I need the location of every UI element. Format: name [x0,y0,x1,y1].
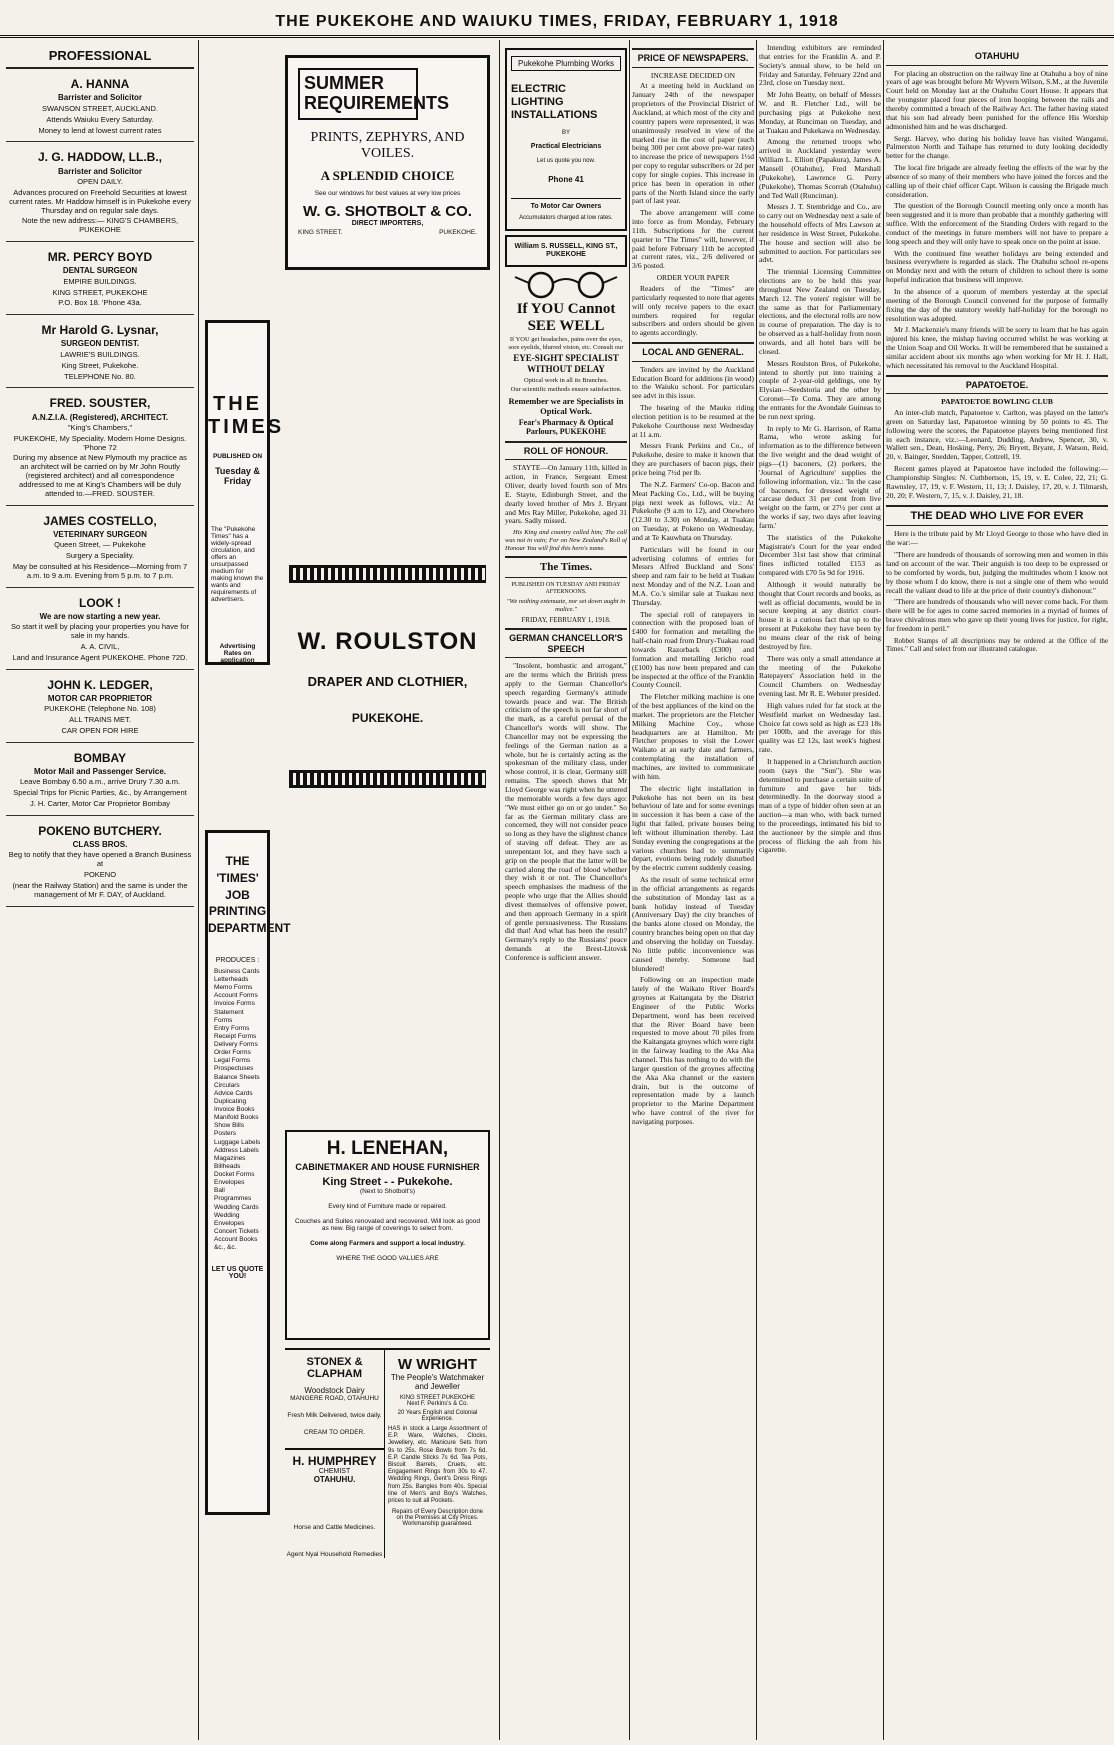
humphrey-name: H. HUMPHREY [292,1454,377,1468]
job-item: Account Forms [214,992,258,1000]
card-extra: Money to lend at lowest current rates [38,125,162,135]
summer-firm: W. G. SHOTBOLT & CO. [303,202,472,220]
times-published: PUBLISHED ON TUESDAY AND FRIDAY AFTERNOONS. [511,582,621,596]
lenehan-line1: Every kind of Furniture made or repaired. [328,1203,447,1210]
times-date: FRIDAY, FEBRUARY 1, 1918. [521,615,611,624]
job-item: Letterheads [214,976,249,984]
spectacles-icon [511,271,621,299]
article-paragraph: The statistics of the Pukekohe Magistrate's Court for the year ended December 31st last show that criminal fines inflicted totalled £153 as compared with £70 5s 9d for 1916. [759,532,881,578]
professional-card [6,388,194,505]
job-item: Memo Forms [214,984,253,992]
card-role: Barrister and Solicitor [57,166,143,176]
article-paragraph: "There are hundreds of thousands of sorrowing men and women in this land on account of the war. Their anguish is too deep to be expressed or to be comforted by words, but, judging the multitudes whom I know not by those whom I do know, there is not a single one of them who would recall the valiant dead to life at the price of their country's dishonour." [886,550,1108,595]
article-paragraph: Among the returned troops who arrived in Auckland yesterday were William L. Elliott (Papakura), James A. Mansell (Otahuhu), Fred Marshall (Pukekohe), Lawrence G. Perry (Pukekohe), Thomas Scorrah (Otahuhu) and Ted Wall (Runciman). [759,137,881,200]
article-paragraph: The hearing of the Mauku riding election petition is to be resumed at the Pukekohe Courthouse next Wednesday at 11 a.m. [632,403,754,439]
professional-column [6,44,194,1739]
job-item: Circulars [214,1081,240,1089]
card-note: King Street, Pukekohe. [61,360,139,370]
humphrey-agent: Agent Nyal Household Remedies [286,1551,383,1558]
article-paragraph: Although it would naturally be thought that Court records and books, as well as official documents, would be in secure keeping at any district court-house it is a curious fact that up to the present at Pukekohe they have been by no means clear of the risk of being destroyed by fire. [759,579,881,651]
price-subheading: INCREASE DECIDED ON [650,70,736,80]
ornament-border [289,770,486,788]
article-paragraph: Intending exhibitors are reminded that entries for the Franklin A. and P. Society's annual show, to be held on Friday and Saturday, February 22nd and 23rd, close on Tuesday next. [759,44,881,88]
otahuhu-heading: OTAHUHU [886,48,1108,66]
bottom-adverts [285,1348,490,1738]
article-paragraph: Following on an inspection made lately of the Waikato River Board's groynes at Kaitangata by the District Engineer of the Public Works Department, word has been received that the River Board have been requested to move about 70 piles from the Kaitangata groynes which were right in the fairway leading to the Aka Aka channel. This has nothing to do with the larger question of the groynes affecting the Aka Aka channel or the eastern drain, but is the outcome of representation made by a launch proprietor to the Marine Department who have control of the river for navigating purposes. [632,975,754,1126]
roulston-advert [285,565,490,845]
roulston-name: W. ROULSTON [297,628,478,655]
article-paragraph: Particulars will be found in our advertising columns of entries for Messrs Alfred Buckland and Sons' sheep and ram fair to be held at Tuakau next Monday and of the N.Z. Loan and M.A. Co.'s similar sale at Tuakau next Thursday. [632,544,754,607]
job-item: Posters [214,1130,237,1138]
card-name: JAMES COSTELLO, [43,513,157,528]
card-addr: Beg to notify that they have opened a Branch Business at [8,850,192,869]
card-extra: May be consulted at his Residence—Morning from 7 a.m. to 9 a.m. Evening from 5 p.m. to 7 p.m. [12,561,188,580]
job-ad-produces: PRODUCES : [215,956,260,964]
lenehan-street: King Street - - Pukekohe. [322,1176,453,1188]
article-paragraph: The special roll of ratepayers in connection with the proposed loan of £400 for formation and metalling the half-chain road from Drury-Tuakau road towards Razorback (£300) and formation and metalling Jericho road (£100) has now been prepared and can be inspected at the office of the Franklin County Council. [632,609,754,690]
job-ad-title: THE 'TIMES' JOB PRINTING DEPARTMENT [208,854,291,936]
motor-heading: To Motor Car Owners [511,198,621,211]
honour-verse: His King and country called him; The call was not in vain; For on New Zealand's Roll of Honour You will find this hero's name. [505,529,627,552]
column-rule [198,40,199,1740]
column-rule [499,40,500,1740]
german-speech-heading: GERMAN CHANCELLOR'S SPEECH [505,628,627,658]
article-paragraph: In the absence of a quorum of members yesterday at the special meeting of the Borough Council convened for the purpose of formally fixing the day of the statutory weekly half-holiday for the borough no resolution was adopted. [886,287,1108,323]
local-general-heading: LOCAL AND GENERAL. [632,342,754,362]
article-paragraph: The local fire brigade are already feeling the effects of the war by the absence of so many of their members who have joined the forces and the calling up of their chief officer Capt. Wilson is causing the Brigade much consideration. [886,163,1108,199]
humphrey-town: OTAHUHU. [313,1475,356,1484]
wright-repairs: Repairs of Every Description done on the Premises at City Prices. Workmanship guaranteed. [391,1509,484,1528]
stonex-milk: Fresh Milk Delivered, twice daily. [287,1412,382,1419]
card-name: J. G. HADDOW, LL.B., [37,150,162,165]
article-paragraph: With the continued fine weather holidays are being extended and business everywhere is regarded as slack. The Otahuhu school re-opens on Monday next and with the return of children to school there is some hopeful indication that business will improve. [886,248,1108,285]
article-paragraph: Readers of the "Times" are particularly requested to note that agents will only receive papers to the exact numbers required for regular subscribers and orders should be given to agents accordingly. [632,284,754,338]
card-role: A.N.Z.I.A. (Registered), ARCHITECT. [31,412,169,422]
card-addr: EMPIRE BUILDINGS. [63,276,137,286]
eye-headline: If YOU Cannot SEE WELL [516,301,616,334]
article-paragraph: For placing an obstruction on the railway line at Otahuhu a boy of nine years of age was brought before Mr Wyvern Wilson, S.M., at the Juvenile Court held on Monday last at the Otahuhu Court House. It appears that the youngster placed four pieces of iron hooping between the rails and thereby committed a breach of the Railway Act. The father having stated that his son had already been punished for the offence His Worship admonished him and he was discharged. [886,68,1108,131]
card-note: POKENO [83,870,117,880]
article-paragraph: Mr John Beatty, on behalf of Messrs W. and R. Fletcher Ltd., will be purchasing pigs at Pukekohe next Monday, at Runciman on Tuesday, and at Tuakau and Pukekawa on Wednesday. [759,90,881,135]
column-5 [632,44,754,1739]
summer-street: KING STREET. [298,228,343,236]
honour-heading: ROLL OF HONOUR. [505,441,627,461]
column-4 [505,44,627,1739]
column-6 [759,44,881,1739]
article-paragraph: High values ruled for fat stock at the Westfield market on Wednesday last. Choice fat cows sold as high as £23 18s per 100lb, and the average for this quality was £2 12s, last week's highest rate. [759,700,881,755]
job-item: Billheads [214,1162,241,1170]
card-addr: LAWRIE'S BUILDINGS. [60,349,140,359]
card-name: LOOK ! [79,595,121,610]
job-item: Order Forms [214,1049,251,1057]
card-note: A. A. CIVIL, [80,641,120,651]
job-item: Address Labels [214,1146,259,1154]
card-name: BOMBAY [73,750,127,765]
card-name: POKENO BUTCHERY. [38,823,162,838]
summer-note: See our windows for best values at very low prices [314,189,461,197]
professional-card [6,315,194,388]
card-note: Advances procured on Freehold Securities at lowest current rates. Mr Haddow himself is in Pukekohe every Thursday and on regular sale days. [9,187,191,215]
card-note: Special Trips for Picnic Parties, &c., by Arrangement [13,788,187,798]
times-ad-body: The "Pukekohe Times" has a widely-spread circulation, and offers an unsurpassed medium for making known the wants and requirements of advertisers. [211,526,264,603]
times-ad-days: Tuesday & Friday [215,466,260,486]
wright-addr: KING STREET PUKEKOHE [400,1395,475,1401]
job-item: Duplicating Invoice Books [214,1097,255,1114]
card-extra: P.O. Box 18. 'Phone 43a. [58,298,142,308]
professional-card [6,670,194,743]
card-name: MR. PERCY BOYD [47,250,153,265]
papatoetoe-heading: PAPATOETOE. [886,375,1108,395]
job-item: Magazines [214,1154,246,1162]
card-name: A. HANNA [70,77,130,92]
card-note: KING STREET, PUKEKOHE [52,287,148,297]
times-heading: The Times. [505,556,627,578]
wright-trade: The People's Watchmaker and Jeweller [390,1373,485,1391]
article-paragraph: There was only a small attendance at the meeting of the Pukekohe Ratepayers' Association held in the Council Chambers on Wednesday evening last. Mr R. E. Webster presided. [759,653,881,699]
plumbing-name: Pukekohe Plumbing Works [511,56,621,71]
job-item: Account Books [214,1236,258,1244]
times-ad-published: PUBLISHED ON [212,453,263,460]
card-extra: During my absence at New Plymouth my practice as an architect will be carried on by Mr John Routly (registered architect) and all correspondence addressed to me at King's Chambers will be duly attended to.—FRED. SOUSTER. [13,453,187,498]
card-addr: SWANSON STREET, AUCKLAND. [42,103,158,113]
column-rule [883,40,884,1740]
article-paragraph: The above arrangement will come into force as from Monday, February 11th. Subscriptions for the current quarter to "The Times" will, however, if paid before February 11th be accepted at current rates, viz., 2/6 delivered or 3/6 posted. [632,208,754,271]
article-paragraph: The Fletcher milking machine is one of the best appliances of the kind on the market. The proprietors are the Fletcher Milking Machine Coy., whose headquarters are at Hamilton. Mr Fletcher proposes to visit the Lower Waikato at an early date and farmers, contemplating the installation of machines, are invited to communicate with him. [632,692,754,781]
card-note: PUKEKOHE, My Speciality. Modern Home Designs. 'Phone 72 [13,433,187,452]
professional-card [6,743,194,816]
lenehan-name: H. LENEHAN, [326,1138,449,1159]
job-item: Business Cards [214,967,260,975]
article-paragraph: Here is the tribute paid by Mr Lloyd George to those who have died in the war:— [886,529,1108,548]
stonex-name: STONEX & CLAPHAM [306,1356,363,1380]
eye-remember: Remember we are Specialists in Optical Work. [508,395,624,416]
job-ad-list [208,964,267,1256]
job-printing-advert [205,830,291,1515]
times-advert [205,320,285,665]
column-rule [756,40,757,1740]
times-motto: "We nothing extenuate, nor set down aught in malice." [506,598,626,614]
summer-headline: SUMMER REQUIREMENTS [298,68,418,120]
wright-exp: 20 Years English and Colonial Experience. [397,1410,478,1422]
card-extra: J. H. Carter, Motor Car Proprietor Bombay [29,799,171,809]
job-item: Concert Tickets [214,1227,259,1235]
electric-heading: ELECTRIC LIGHTING INSTALLATIONS [511,83,598,122]
order-subheading: ORDER YOUR PAPER [656,273,730,283]
card-role: DENTAL SURGEON [62,266,138,276]
eye-pharmacy: Fear's Pharmacy & Optical Parlours, PUKEKOHE [518,417,614,437]
lenehan-next: (Next to Shotbolt's) [359,1188,416,1195]
job-item: Ball Programmes [214,1187,252,1203]
job-item: Manifold Books [214,1114,259,1122]
wright-body: HAS in stock a Large Assortment of E.P. Ware, Watches, Clocks, Jewellery, etc. Manicure Sets from 9s to 25s. Rose Bowls from 7s 6d. E.P. Candle Sticks 7s 6d. Tea Pots, Biscuit Barrels, Cruets, etc. Engagement Rings from 30s to 47. Wedding Rings, Gent's Dress Rings from 25s. Bangles from 40s. Special line of Men's and Boy's Watches, prices to suit all Pockets. [388,1426,487,1504]
card-addr: "King's Chambers," [67,422,133,432]
card-role: MOTOR CAR PROPRIETOR [47,693,153,703]
professional-card [6,69,194,142]
german-speech-text: "Insolent, bombastic and arrogant," are the terms which the British press apply to the German Chancellor's speech regarding Germany's attitude towards peace and war. The British criticism of the speech is not far short of the mark, as a careful perusal of the Chancellor's words will show. The Chancellor may not be expressing the feelings of the German nation as a whole, but he is certainly acting as the spokesman of the military class, under whose control, it is clear, Germany still remains. The speech shows that Mr Lloyd George was right when he uttered the memorable words a few days ago: "We must either go on or go under." So far as the German military class are concerned, they will not consider peace so long as they have the slightest chance of staving off defeat. They are as unrepentant lot, and they have such a grip on the people that the latter will be carried along the road of blood whether they wish it or not. The Chancellor's speech emphasises the madness of the people who urge that the Allies should divest themselves of offensive power, and then approach Germany in a spirit of gentle persuasiveness. The Russians did that! And what has been the result? Germany's reply to the Russians' peace demands at the Brest-Litovsk Conference is sufficient answer. [505,661,627,962]
stonex-cream: CREAM TO ORDER. [303,1429,366,1436]
humphrey-title: CHEMIST [318,1468,351,1475]
electric-quote: Let us quote you now. [536,157,596,164]
summer-firm-sub: DIRECT IMPORTERS, [351,219,424,227]
job-ad-quote: LET US QUOTE YOU! [211,1266,264,1281]
electric-by: BY [561,130,570,137]
job-item: Wedding Envelopes [214,1211,245,1227]
card-extra: Note the new address:— KING'S CHAMBERS, PUKEKOHE [21,216,179,235]
lenehan-advert [285,1130,490,1340]
times-ad-title: THE TIMES [208,393,285,438]
summer-choice: A SPLENDID CHOICE [320,167,455,183]
motor-text: Accumulators charged at low rates. [519,215,613,222]
professional-card [6,816,194,907]
job-item: Wedding Cards [214,1203,259,1211]
job-item: &c., &c. [214,1244,237,1252]
card-role: Motor Mail and Passenger Service. [33,766,167,776]
article-paragraph: Messrs Frank Perkins and Co., of Pukekohe, desire to make it known that they are purchasers of bacon pigs, their price being 7½d per lb. [632,441,754,477]
russell-name: William S. RUSSELL, KING ST., PUKEKOHE [505,235,627,268]
job-item: Envelopes [214,1179,245,1187]
article-paragraph: At a meeting held in Auckland on January 24th of the newspaper proprietors of the Provincial District of Auckland, at which most of the city and country papers were represented, it was unanimously resolved in view of the marked rise in the cost of paper (such being 300 per cent above pre-war rates) to increase the price of newspapers 1½d per copy to regular subscribers or 2d per copy for single copies. This increase in price has been in operation in other parts of the North Island since the early part of last year. [632,81,754,206]
article-paragraph: An inter-club match, Papatoetoe v. Carlton, was played on the latter's green on Saturday last, Papatoetoe winning by 50 points to 45. The following were the scores, the Papatoetoe players being mentioned first in each instance, viz.:—Leonard, Dudding, Andrew, Spencer, 30, v. Wallett sen., Dean, Hosking, Perry, 26; Bryett, Bryant, J. Watson, Reid, 20, v. Bainger, Snedden, Tapper, Cottrell, 19. [886,408,1108,462]
job-item: Invoice Forms [214,1000,255,1008]
card-addr: PUKEKOHE (Telephone No. 108) [44,704,156,714]
column-rule [629,40,630,1740]
honour-text: STAYTE—On January 11th, killed in action, in France, Sergeant Ernest Oliver, dearly loved fourth son of Mrs E. Stayte, Edinburgh Street, and the dearly loved brother of Mrs J. Bryant and Mrs Ray Miller, Pukekohe, aged 31 years. Sadly missed. [505,463,627,526]
stonex-dairy: Woodstock Dairy [304,1386,365,1395]
card-extra: TELEPHONE No. 80. [64,371,136,381]
job-item: Advice Cards [214,1089,253,1097]
card-note: Surgery a Speciality. [65,551,135,561]
article-paragraph: The electric light installation in Pukekohe has not been on its best behaviour of late and for some evenings in succession it has been a case of the light that failed, private houses being left without illumination thereby. Last Sunday evening the congregations at the various churches had to summarily depart, evotions being rudely disturbed by the electric current suddenly ceasing. [632,783,754,873]
humphrey-note: Horse and Cattle Medicines. [293,1524,376,1531]
article-paragraph: Tenders are invited by the Auckland Education Board for additions (in wood) to the Waiuku school. For particulars see advt in this issue. [632,364,754,401]
job-item: Balance Sheets [214,1073,260,1081]
job-item: Delivery Forms [214,1041,258,1049]
professional-card [6,142,194,242]
card-role: VETERINARY SURGEON [53,529,147,539]
professional-card [6,242,194,315]
summer-town: PUKEKOHE. [439,228,477,236]
times-ad-rates: Advertising Rates on application [219,643,256,664]
summer-goods: PRINTS, ZEPHYRS, AND VOILES. [310,129,465,161]
job-item: Luggage Labels [214,1138,261,1146]
job-item: Show Bills [214,1122,244,1130]
lenehan-trade: CABINETMAKER AND HOUSE FURNISHER [295,1162,480,1172]
column-7 [886,44,1108,1739]
masthead [0,8,1114,38]
eye-specialist: EYE-SIGHT SPECIALIST WITHOUT DELAY [513,353,619,374]
job-item: Entry Forms [214,1024,250,1032]
article-paragraph: Messrs J. T. Stembridge and Co., are to carry out on Wednesday next a sale of the household effects of Mrs Lawson at her residence in West Street, Pukekohe. The house and section will also be submitted to auction. For particulars see advt. [759,202,881,265]
eye-methods: Our scientific methods ensure satisfaction. [510,386,622,394]
article-paragraph: Mr J. Mackenzie's many friends will be sorry to learn that he has again injured his knee, the mishap having occurred whilst he was working at the Union Soap and Oil Works. It will be remembered that he sustained a similar accident about six months ago when working for Mr H. J. Hall, which necessitated his removal to the Auckland Hospital. [886,325,1108,370]
card-name: JOHN K. LEDGER, [47,677,153,692]
article-paragraph: Recent games played at Papatoetoe have included the following:— Championship Singles: N. Cuthbertson, 15, 19, v. E. Colee, 22, 21; G. Rawnsley, 17, 19, v. F. Western, 11, 13; J. Daisley, 17, 20, v. J. Tilmarsh, 20, 20; F. Western, 7, 15, v. J. Daisley, 21, 18. [886,464,1108,500]
professional-heading: PROFESSIONAL [6,44,194,69]
card-extra: Land and Insurance Agent PUKEKOHE. Phone 72D. [12,652,188,662]
card-addr: So start it well by placing your properties you have for sale in my hands. [10,622,189,641]
card-note: Attends Waiuku Every Saturday. [46,114,154,124]
card-role: Barrister and Solicitor [57,93,143,103]
roulston-trade: DRAPER AND CLOTHIER, [307,674,468,689]
card-name: FRED. SOUSTER, [49,396,151,411]
card-name: Mr Harold G. Lysnar, [41,323,159,338]
card-addr: Leave Bombay 6.50 a.m., arrive Drury 7.30 a.m. [19,777,181,787]
eye-text: If YOU get headaches, pains over the eyes, sore eyelids, blurred vision, etc. Consult our [508,336,624,351]
job-item: Receipt Forms [214,1032,257,1040]
bowling-subheading: PAPATOETOE BOWLING CLUB [941,397,1053,407]
eye-optical: Optical work in all its Branches. [523,376,609,384]
card-role: SURGEON DENTIST. [60,339,140,349]
masthead-title: THE PUKEKOHE AND WAIUKU TIMES, FRIDAY, FEBRUARY 1, 1918 [275,13,839,30]
electric-phone: Phone 41 [548,174,584,184]
wright-name: W WRIGHT [397,1356,478,1373]
professional-card [6,588,194,670]
card-addr: OPEN DAILY. [77,177,123,187]
card-role: We are now starting a new year. [39,611,161,621]
article-paragraph: "There are hundreds of thousands who will never come back. For them there will be for ages to come sacred memories in a myriad of homes of brave chivalrous men who gave up their young lives for justice, for right, for freedom in peril." [886,597,1108,633]
dead-live-heading: THE DEAD WHO LIVE FOR EVER [886,505,1108,527]
plumbing-advert [505,48,627,231]
article-paragraph: The N.Z. Farmers' Co-op. Bacon and Meat Packing Co., Ltd., will be buying pigs next week as follows, viz.: At Pukekohe (9 a.m to 12), and Onewhero (12.30 to 3.30) on Monday, at Tuakau on Tuesday, at Pokeno on Wednesday, and at Te Kauwhata on Thursday. [632,479,754,542]
summer-advert [285,55,490,270]
stonex-road: MANGERE ROAD, OTAHUHU [290,1395,379,1402]
article-paragraph: As the result of some technical error in the official arrangements as regards the substitution of Monday last as a bank holiday instead of Tuesday (Anniversary Day) the city branches of the banks alone closed on Monday, the country branches being open on that day and observing the holiday on Tuesday. No little public inconvenience was caused thereby. Someone had blundered! [632,875,754,973]
article-paragraph: In reply to Mr G. Harrison, of Rama Rama, who wrote asking for information as to the difference between the live weight and the dead weight of pigs—(1) baconers, (2) porkers, the 'Journal of Agriculture' supplies the following information, viz.: 'In the case of baconers, for dressed weight of carcase deduct 31 per cent from live weight on the farm, or 27½ per cent at the works if say, two days after leaving farm.' [759,423,881,530]
article-paragraph: Sergt. Harvey, who during his holiday leave has visited Wanganui, Palmerston North and Taihape has returned to duty looking decidedly better for the change. [886,133,1108,161]
lenehan-line3: Come along Farmers and support a local industry. [310,1240,465,1247]
card-extra: (near the Railway Station) and the same is under the management of Mr F. DAY, of Auckland. [12,881,188,899]
professional-card [6,506,194,588]
job-item: Legal Forms [214,1057,251,1065]
article-paragraph: Messrs Roulston Bros, of Pukekohe, intend to shortly put into training a couple of 2-year-old geldings, one by Elysian—Seedstoria and the other by Coronet—Te Coma. They are among the entrants for the Avondale Guineas to be run next spring. [759,358,881,421]
card-extra: CAR OPEN FOR HIRE [61,725,139,735]
roulston-town: PUKEKOHE. [351,711,424,725]
lenehan-line4: WHERE THE GOOD VALUES ARE [336,1255,439,1262]
card-role: CLASS BROS. [72,840,128,850]
lenehan-line2: Couches and Suites renovated and recovered. Will look as good as new. Big range of coverings to select from. [295,1218,480,1232]
article-paragraph: The question of the Borough Council meeting only once a month has been suggested and it is more than probable that a monthly gathering will suffice. With the enforcement of the Standing Orders with regard to the conduct of the meetings in future members will not have to prepare a long speech and they will only have to speak once on the point at issue. [886,201,1108,246]
article-paragraph: Robbet Stamps of all descriptions may be ordered at the Office of the Times." Call and select from our illustrated catalogue. [886,636,1108,653]
job-item: Docket Forms [214,1171,255,1179]
electric-practical: Practical Electricians [530,143,602,151]
ornament-border [289,565,486,583]
card-note: ALL TRAINS MET. [69,715,131,725]
job-item: Prospectuses [214,1065,254,1073]
card-addr: Queen Street, — Pukekohe [54,540,146,550]
price-heading: PRICE OF NEWSPAPERS. [632,48,754,68]
article-paragraph: The triennial Licensing Committee elections are to be held this year throughout New Zealand on Tuesday, March 12. The voters' register will be the same as that for Parliamentary elections, and the electoral rolls are now in course of preparation. The day is to be observed as a half-holiday from noon onwards, and all hotel bars will be closed. [759,267,881,356]
job-item: Statement Forms [214,1008,244,1024]
article-paragraph: It happened in a Christchurch auction room (says the "Sun"). She was determined to purchase a certain suite of furniture and gave her bids determinedly. In the doorway stood a man of a type of bidder often seen at an auction—a man who, with back turned to the proceedings, intimated his bid to the auctioneer by the simple and thus process of flicking the ash from his cigarette. [759,756,881,855]
wright-next: Next F. Perkins's & Co. [406,1401,469,1407]
